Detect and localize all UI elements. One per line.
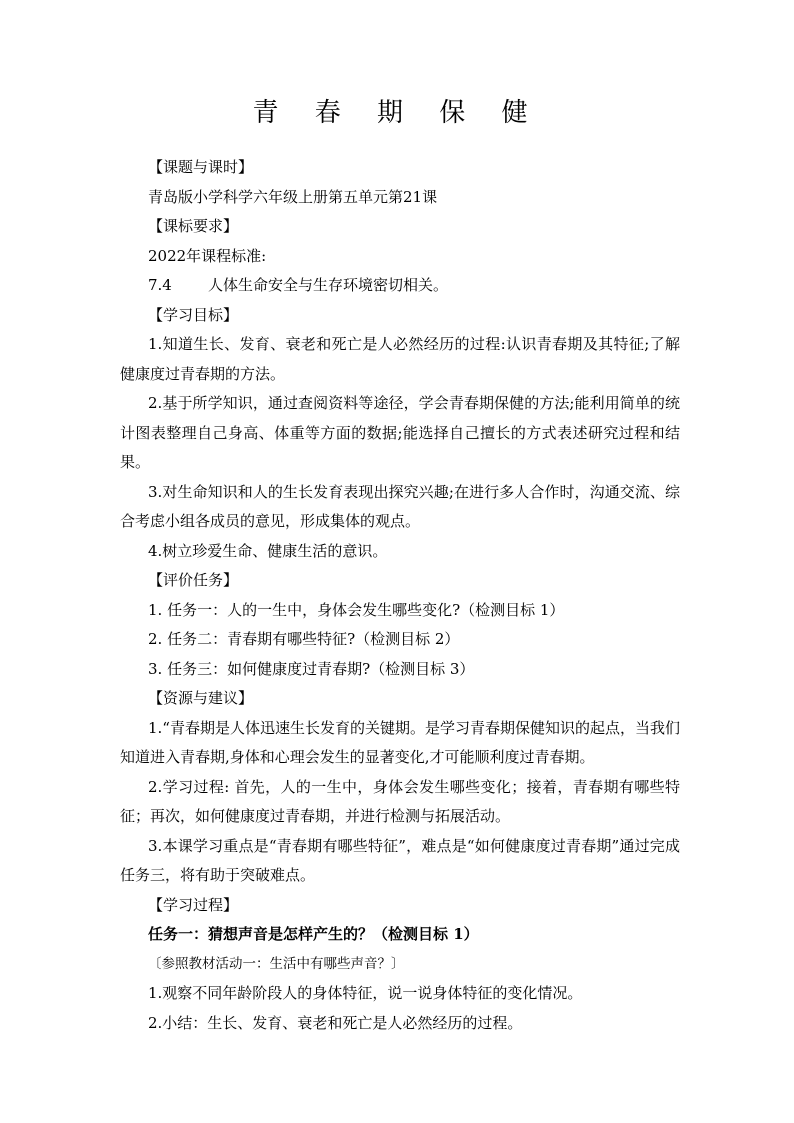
task-item: 3. 任务三：如何健康度过青春期?（检测目标 3） — [148, 659, 475, 678]
section-heading-process: 【学习过程】 — [148, 895, 239, 914]
section-heading-resources: 【资源与建议】 — [148, 689, 254, 707]
goal-item: 2.基于所学知识，通过查阅资料等途径，学会青春期保健的方法;能利用简单的统计图表整理自己身高、体重等方面的数据;能选择自己擅长的方式表述研究过程和结果。 — [120, 394, 680, 471]
resource-item: 1.“青春期是人体迅速生长发育的关键期。是学习青春期保健知识的起点，当我们知道进入青春期,身体和心理会发生的显著变化,才可能顺利度过青春期。 — [120, 718, 680, 766]
standards-line — [120, 271, 680, 301]
goal-item: 4.树立珍爱生命、健康生活的意识。 — [148, 541, 388, 560]
section-heading-goals: 【学习目标】 — [148, 305, 239, 324]
standards-text: 人体生命安全与生存环境密切相关。 — [208, 276, 449, 294]
resource-item: 3.本课学习重点是“青春期有哪些特征”，难点是“如何健康度过青春期”通过完成任务三，将有助于突破难点。 — [120, 836, 680, 884]
resource-item: 2.学习过程: 首先，人的一生中，身体会发生哪些变化；接着，青春期有哪些特征；再次，如何健康度过青春期，并进行检测与拓展活动。 — [120, 777, 680, 825]
standards-intro: 2022年课程标准: — [148, 246, 267, 265]
task-item: 2. 任务二：青春期有哪些特征?（检测目标 2） — [148, 630, 460, 648]
process-item: 2.小结：生长、发育、衰老和死亡是人必然经历的过程。 — [148, 1013, 523, 1032]
process-item: 1.观察不同年龄阶段人的身体特征，说一说身体特征的变化情况。 — [148, 984, 583, 1002]
goal-item: 3.对生命知识和人的生长发育表现出探究兴趣;在进行多人合作时，沟通交流、综合考虑小组各成员的意见，形成集体的观点。 — [120, 482, 680, 530]
section-heading-standards: 【课标要求】 — [148, 217, 239, 235]
standards-number: 7.4 — [148, 276, 172, 294]
process-reference: 〔参照教材活动一：生活中有哪些声音？〕 — [148, 955, 405, 972]
goal-item: 1.知道生长、发育、衰老和死亡是人必然经历的过程:认识青春期及其特征;了解健康度过青春期的方法。 — [120, 335, 680, 383]
section-heading-topic: 【课题与课时】 — [148, 158, 254, 176]
process-task-title: 任务一：猜想声音是怎样产生的？（检测目标 1） — [148, 925, 479, 943]
topic-text: 青岛版小学科学六年级上册第五单元第21课 — [148, 187, 438, 206]
document-body — [120, 153, 680, 1038]
task-item: 1. 任务一：人的一生中，身体会发生哪些变化?（检测目标 1） — [148, 600, 565, 619]
section-heading-tasks: 【评价任务】 — [148, 571, 239, 589]
page-title: 青 春 期 保 健 — [252, 98, 542, 128]
